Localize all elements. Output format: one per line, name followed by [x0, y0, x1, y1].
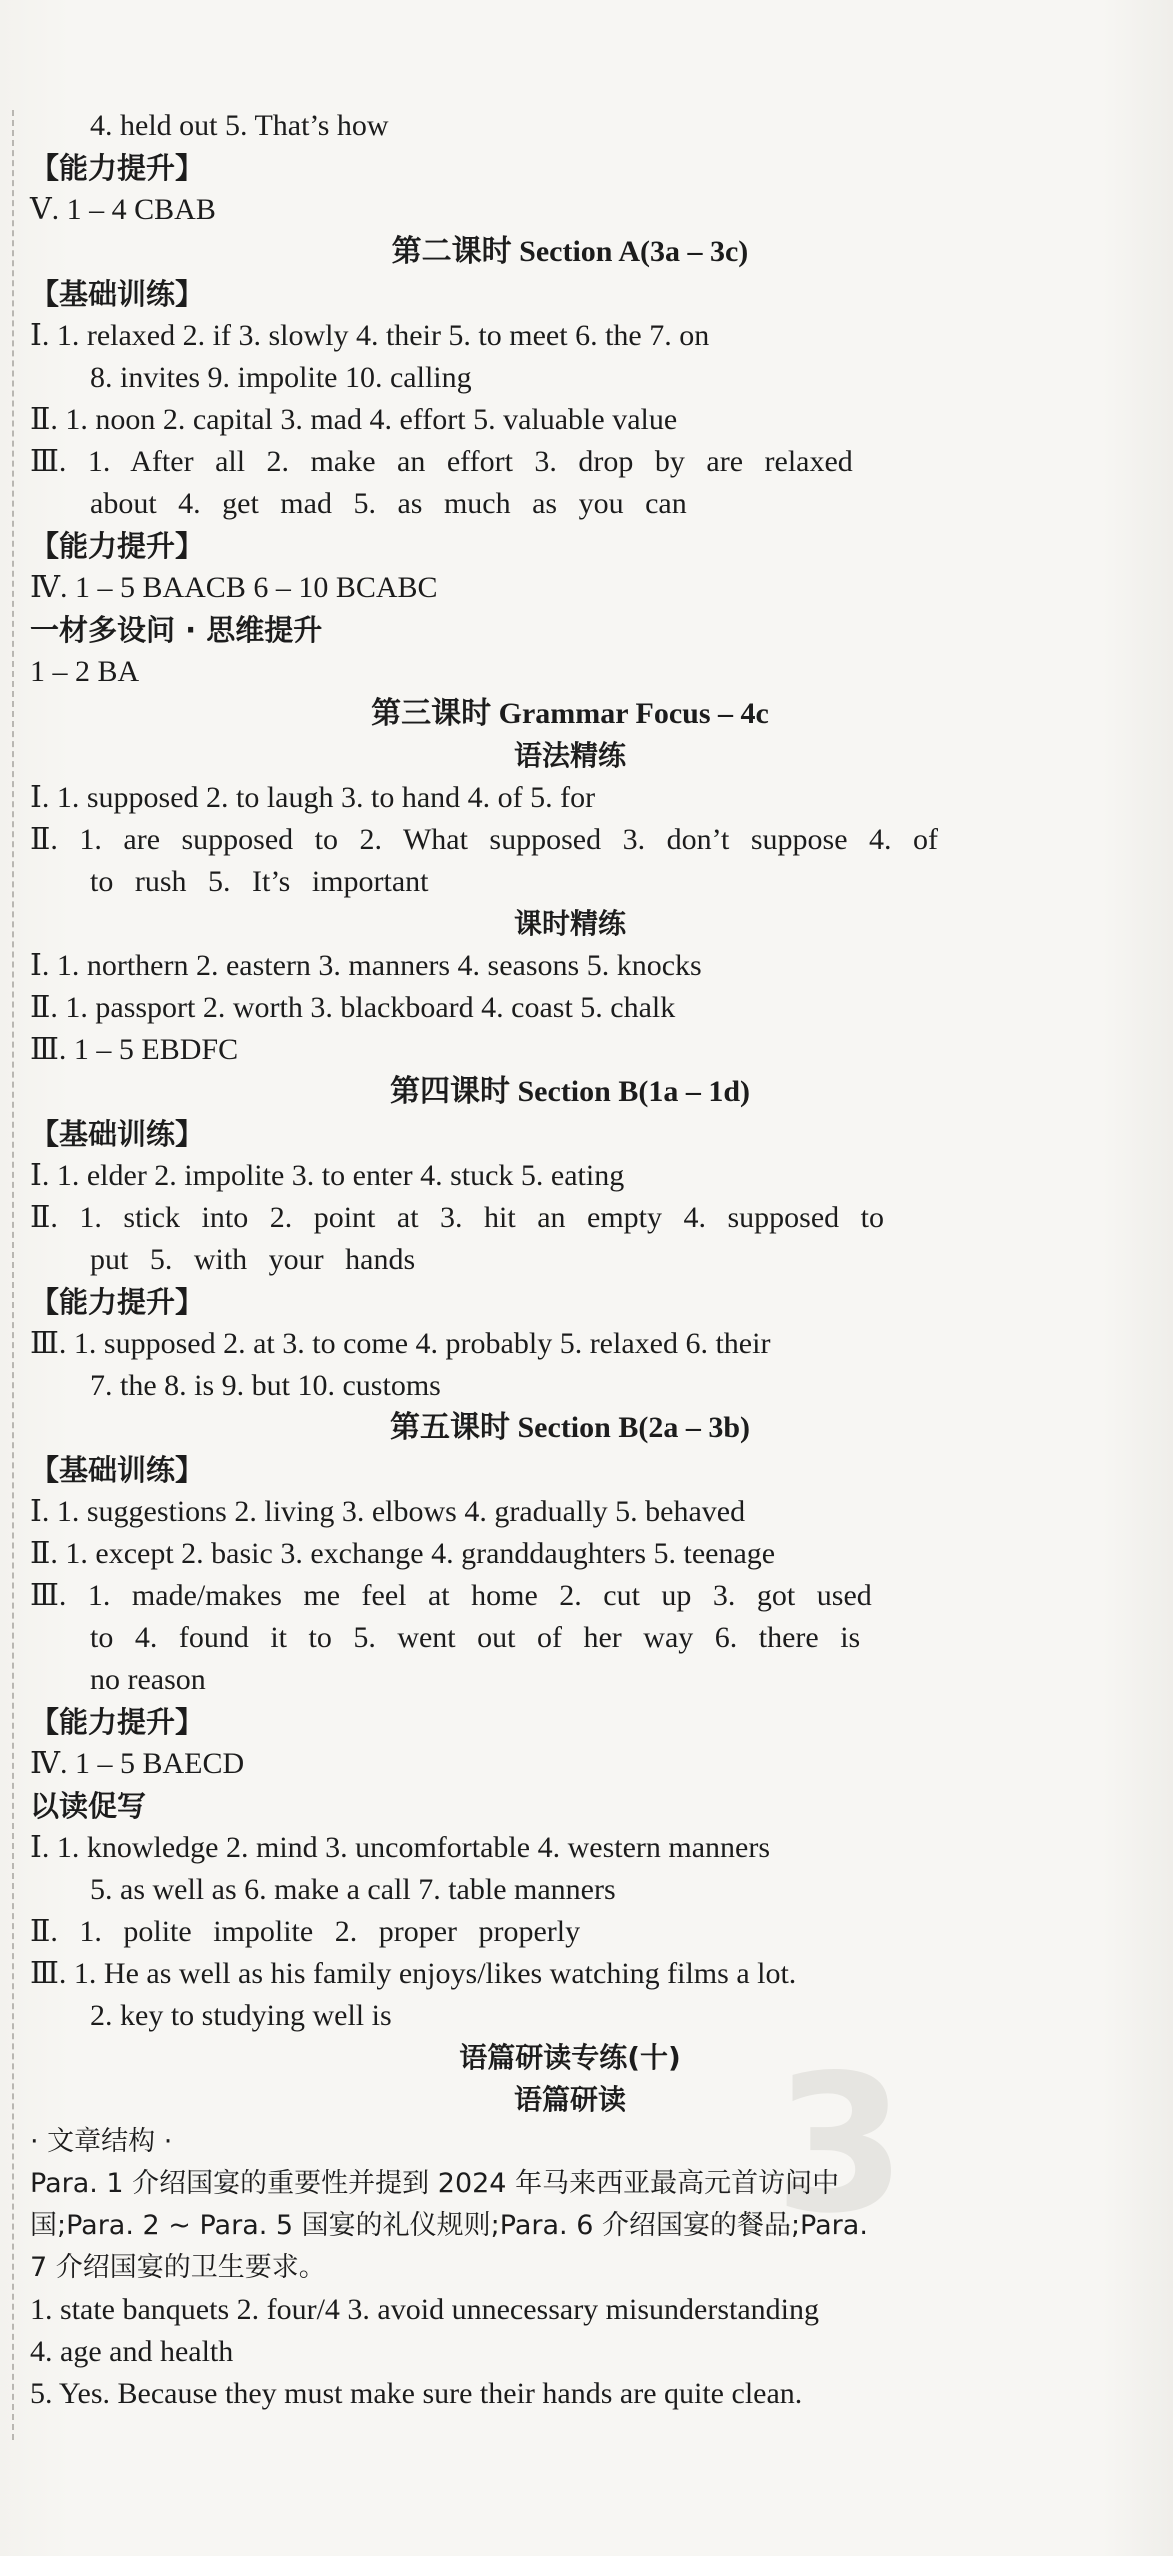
answer-line: to 4. found it to 5. went out of her way 6. there is [90, 1621, 861, 1654]
answer-line: 【基础训练】 [30, 1453, 205, 1487]
answer-line: Ⅲ. 1. supposed 2. at 3. to come 4. probably 5. relaxed 6. their [30, 1327, 771, 1360]
answer-line: Ⅰ. 1. elder 2. impolite 3. to enter 4. stuck 5. eating [30, 1159, 625, 1192]
answer-line: Ⅳ. 1 – 5 BAECD [30, 1747, 245, 1780]
answer-line: Ⅱ. 1. noon 2. capital 3. mad 4. effort 5. valuable value [30, 403, 678, 436]
answer-line: Ⅱ. 1. passport 2. worth 3. blackboard 4. coast 5. chalk [30, 991, 676, 1024]
answer-line: about 4. get mad 5. as much as you can [90, 487, 687, 520]
answer-line: 以读促写 [30, 1789, 147, 1823]
answer-line: to rush 5. It’s important [90, 865, 429, 898]
answer-line: 【基础训练】 [30, 1117, 205, 1151]
answer-line: 5. Yes. Because they must make sure their hands are quite clean. [30, 2377, 803, 2410]
answer-line: Ⅲ. 1. made/makes me feel at home 2. cut up 3. got used [30, 1579, 872, 1612]
answer-line: Para. 1 介绍国宴的重要性并提到 2024 年马来西亚最高元首访问中 [30, 2168, 840, 2199]
answer-line: 4. age and health [30, 2335, 234, 2368]
answer-line: Ⅲ. 1 – 5 EBDFC [30, 1033, 239, 1066]
answer-line: Ⅱ. 1. stick into 2. point at 3. hit an empty 4. supposed to [30, 1201, 885, 1234]
answer-line: 课时精练 [513, 907, 626, 940]
answer-line: Ⅰ. 1. suggestions 2. living 3. elbows 4. gradually 5. behaved [30, 1495, 746, 1528]
answer-line: 【能力提升】 [30, 1285, 205, 1319]
answer-line: 第四课时 Section B(1a – 1d) [390, 1075, 750, 1108]
answer-line: Ⅳ. 1 – 5 BAACB 6 – 10 BCABC [30, 571, 438, 604]
answer-line: Ⅴ. 1 – 4 CBAB [30, 193, 216, 226]
answer-line: 7. the 8. is 9. but 10. customs [90, 1369, 441, 1402]
answer-line: Ⅰ. 1. relaxed 2. if 3. slowly 4. their 5. to meet 6. the 7. on [30, 319, 710, 352]
answer-line: 1 – 2 BA [30, 655, 140, 688]
answer-line: 第三课时 Grammar Focus – 4c [371, 697, 769, 730]
answer-line: 国;Para. 2 ~ Para. 5 国宴的礼仪规则;Para. 6 介绍国宴的餐品;Para. [30, 2210, 868, 2241]
answer-line: Ⅰ. 1. supposed 2. to laugh 3. to hand 4. of 5. for [30, 781, 596, 814]
answer-line: 第五课时 Section B(2a – 3b) [390, 1411, 750, 1444]
answer-line: 一材多设问 · 思维提升 [30, 613, 323, 647]
answer-line: 5. as well as 6. make a call 7. table manners [90, 1873, 616, 1906]
answer-line: Ⅱ. 1. polite impolite 2. proper properly [30, 1915, 581, 1948]
page-number-watermark: 3 [773, 2034, 907, 2255]
answer-line: 8. invites 9. impolite 10. calling [90, 361, 472, 394]
answer-line: 2. key to studying well is [90, 1999, 392, 2032]
dashed-margin-line [12, 110, 14, 2440]
answer-line: 1. state banquets 2. four/4 3. avoid unnecessary misunderstanding [30, 2293, 819, 2326]
answer-line: 【能力提升】 [30, 1705, 205, 1739]
answer-line: 语篇研读专练(十) [459, 2041, 681, 2074]
answer-line: 语法精练 [513, 739, 626, 772]
answer-line: put 5. with your hands [90, 1243, 416, 1276]
answer-line: 【能力提升】 [30, 151, 205, 185]
answer-line: Ⅲ. 1. He as well as his family enjoys/likes watching films a lot. [30, 1957, 797, 1990]
answer-line: Ⅱ. 1. except 2. basic 3. exchange 4. granddaughters 5. teenage [30, 1537, 776, 1570]
answer-line: 4. held out 5. That’s how [90, 109, 389, 142]
answer-line: Ⅱ. 1. are supposed to 2. What supposed 3. don’t suppose 4. of [30, 823, 939, 856]
answer-line: · 文章结构 · [30, 2126, 173, 2157]
answer-line: 第二课时 Section A(3a – 3c) [391, 235, 749, 268]
answer-key-content [30, 105, 1110, 2415]
answer-line: Ⅲ. 1. After all 2. make an effort 3. drop by are relaxed [30, 445, 853, 478]
answer-line: 7 介绍国宴的卫生要求。 [30, 2252, 326, 2283]
answer-line: Ⅰ. 1. knowledge 2. mind 3. uncomfortable 4. western manners [30, 1831, 771, 1864]
answer-line: 【能力提升】 [30, 529, 205, 563]
answer-line: 【基础训练】 [30, 277, 205, 311]
answer-line: no reason [90, 1663, 206, 1696]
answer-line: Ⅰ. 1. northern 2. eastern 3. manners 4. seasons 5. knocks [30, 949, 702, 982]
answer-line: 语篇研读 [513, 2083, 626, 2116]
